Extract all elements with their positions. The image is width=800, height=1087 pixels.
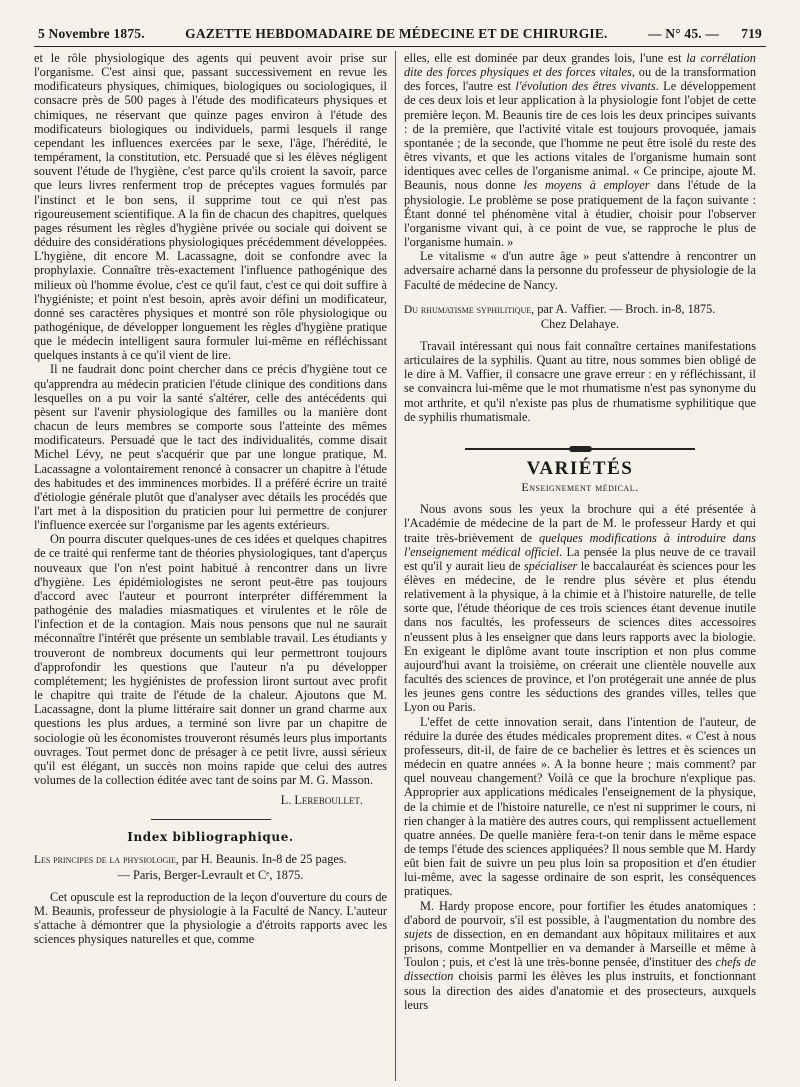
bib-publisher: Chez Delahaye. bbox=[540, 316, 620, 331]
bib-details: par A. Vaffier. — Broch. in-8, 1875. bbox=[534, 301, 716, 316]
paragraph: Il ne faudrait donc point chercher dans ce précis d'hygiène tout ce qu'apprendra au médecin praticien l'étude clinique des conditions dans lesquelles on a pu voir la santé s'altérer, celle des antécédents qui pèsent sur l'avenir physiologique des familles ou la manière dont chacun de leurs membres se comporte sous l'atteinte des mêmes modificateurs. Persuadé que le tact des individualités, comme disait Michel Lévy, ne peut s'acquérir que par une longue pratique, M. Lacassagne a volontairement renoncé à consacrer un chapitre à l'étude des habitudes et des imminences morbides. Il a préféré écrire un traité d'étiologie générale plutôt que d'analyser avec détails les procédés que l'art met à la disposition du praticien pour lui permettre de conjurer l'influence exercée sur l'organisme par les agents extérieurs. bbox=[34, 362, 387, 533]
header-title: GAZETTE HEBDOMADAIRE DE MÉDECINE ET DE CHIRURGIE. bbox=[185, 26, 608, 41]
emphasis: sujets bbox=[404, 926, 433, 941]
text-run: choisis parmi les élèves les plus instruits, et fonctionnant sous la direction des aides d'anatomie et des prosecteurs, auxquels leurs bbox=[404, 969, 756, 1012]
emphasis: chefs de dissection bbox=[404, 955, 756, 984]
header-date: 5 Novembre 1875. bbox=[38, 26, 145, 41]
bib-publisher: — Paris, Berger-Levrault et Cᵉ, 1875. bbox=[117, 867, 304, 882]
text-run: M. Hardy propose encore, pour fortifier les études anatomiques : d'abord de pourvoir, s'il est possible, à l'augmentation du nombre des bbox=[404, 898, 756, 927]
right-column bbox=[395, 51, 756, 1081]
text-run: de dissection, en en demandant aux hôpitaux militaires et aux prisons, comme Montpellier en va demander à Marseille et même à Toulon ; puis, et c'est là une très-bonne pensée, d'instituer des bbox=[404, 926, 756, 970]
text-run: , ou de la transformation des forces, l'autre est bbox=[404, 65, 756, 94]
text-run: . Le développement de ces deux lois et leur application à la physiologie font l'objet de cette première leçon. M. Beaunis tire de ces lois les deux principes suivants : de la première, que l'activité vitale est toujours provoquée, jamais spontanée ; de la seconde, que l'homme ne peut être isolé du reste des êtres vivants, et que les actions vitales de l'organisme humain sont identiques avec celles de l'organisme animal. « Ce principe, ajoute M. Beaunis, nous donne bbox=[404, 79, 757, 193]
bibliographic-reference bbox=[34, 852, 387, 881]
paragraph: L'effet de cette innovation serait, dans l'intention de l'auteur, de réduire la durée des études médicales proprement dites. « C'est à nous professeurs, dit-il, de faire de ce bachelier ès lettres et ès sciences un médecin en quatre années ». A la bonne heure ; mais comment? par quel nouveau changement? Voilà ce que la brochure n'explique pas. Approprier aux applications médicales l'enseignement de la physique, de la chimie et de l'histoire naturelle, ce n'est ni supprimer le cours, ni rien changer à la matière des autres cours, qui remplissent actuellement quatre années. De quelle manière fera-t-on tenir dans le même espace de temps l'étude des sciences appliquées? Il nous semble que M. Hardy eût bien fait de suivre un peu plus loin sa proposition et d'en étudier lui-même, avec la sagesse ordinaire de son esprit, les conséquences pratiques. bbox=[404, 714, 756, 899]
bib-details: par H. Beaunis. In-8 de 25 pages. bbox=[178, 852, 347, 867]
issue-number: — N° 45. — bbox=[647, 26, 720, 41]
emphasis: quelques modifications à introduire dans l'enseignement médical officiel bbox=[404, 530, 756, 559]
emphasis: spécialiser bbox=[523, 558, 578, 573]
emphasis: les moyens à employer bbox=[523, 178, 650, 193]
paragraph bbox=[404, 51, 756, 249]
paragraph: On pourra discuter quelques-unes de ces idées et quelques chapitres de ce traité qui renferme tant de théories physiologiques, tant d'aperçus nouveaux que l'on n'est point habitué à rencontrer dans un livre d'hygiène. Les épidémiologistes ne seront peut-être pas toujours d'accord avec l'auteur et pourront interpréter différemment la pathogénie des maladies miasmatiques et virulentes et le rôle de l'infection et de la contagion. Mais nous pensons que nul ne saurait méconnaître l'intérêt que présente un semblable travail. Les étudiants y trouveront de nombreux documents qui leur permettront toujours d'approfondir les questions que l'auteur n'a pu développer complétement; les hygiénistes de profession liront surtout avec profit le chapitre qui traite de l'étude de la chaleur. Ajoutons que M. Lacassagne, dont la plume littéraire sait donner un grand charme aux questions les plus ardues, a terminé son livre par un chapitre de sociologie où les économistes trouveront résumés leurs plus importants ouvrages. Tout permet donc de présager à ce petit livre, aussi sérieux qu'il est élégant, un succès non moins rapide que celui des autres volumes de la collection éditée avec tant de soins par M. G. Masson. bbox=[34, 532, 387, 787]
divider bbox=[151, 819, 271, 820]
page-header bbox=[34, 26, 766, 47]
text-run: dans l'étude de la physiologie. Le problème se pose pratiquement de la façon suivante : Étant donné tel phénomène vital à étudier, choisir pour l'observer l'organisme vivant qui, à ce point de vue, se rapproche le plus de l'organisme humain. » bbox=[404, 178, 756, 250]
index-title: Index bibliographique. bbox=[127, 830, 294, 845]
header-right bbox=[648, 26, 762, 42]
paragraph: et le rôle physiologique des agents qui peuvent avoir prise sur l'organisme. C'est ainsi que, passant successivement en revue les modificateurs physiques, chimiques, biologiques ou sociologiques, il consacre près de 500 pages à l'étude des modificateurs physiques et chimiques, ne réservant que quinze pages environ à l'étude des modificateurs biologiques ou individuels, parmi lesquels il range cependant les influences exercées par le sexe, l'âge, l'hérédité, le tempérament, la constitution, etc. Persuadé que si les élèves négligent souvent l'étude de l'hygiène, c'est parce qu'ils croient la savoir, parce que leurs livres renferment trop de préceptes vagues formulés par l'instinct et le bon sens, il supprime tout ce qui n'est pas rigoureusement scientifique. A la fin de chacun des chapitres, quelques pages résument les règles d'hygiène privée ou sociale qui doivent se déduire des considérations physiologiques précédemment développées. L'hygiène, dit encore M. Lacassagne, doit se confondre avec la prophylaxie. Connaître très-exactement l'influence pathogénique des milieux où l'homme évolue, c'est ce qu'il faut, c'est ce qui doit suffire à l'hygiéniste; et point n'est besoin, après avoir défini un modificateur, donné ses caractères physiques et montré son rôle physiologique ou pathogénique, de développer longuement les règles d'hygiène pratique que le médecin intelligent saura formuler lui-même en réfléchissant quelques instants à ce qu'il vient de lire. bbox=[34, 51, 387, 363]
paragraph bbox=[404, 899, 756, 1012]
left-column bbox=[34, 51, 395, 1081]
paragraph: Cet opuscule est la reproduction de la leçon d'ouverture du cours de M. Beaunis, professeur de physiologie à la Faculté de Nancy. L'auteur s'attache à démontrer que la physiologie a d'étroits rapports avec les sciences physiques naturelles et que, comme bbox=[34, 889, 387, 947]
bib-title: Les principes de la physiologie, bbox=[34, 854, 179, 867]
bibliographic-reference bbox=[404, 302, 756, 331]
paragraph: Travail intéressant qui nous fait connaître certaines manifestations articulaires de la syphilis. Quant au titre, nous sommes bien obligé de le dire à M. Vaffier, il consacre une grave erreur : en y réfléchissant, il se convaincra lui-même que le mot rhumatisme n'est pas synonyme du mot arthrite, et qu'il n'existe pas plus de rhumatisme syphilitique que de syphilis rhumatismale. bbox=[404, 338, 756, 424]
bib-title: Du rhumatisme syphilitique, bbox=[404, 303, 535, 316]
text-run: . La pensée la plus neuve de ce travail est qu'il y aurait lieu de bbox=[404, 544, 756, 573]
section-title: VARIÉTÉS bbox=[526, 457, 634, 479]
paragraph bbox=[404, 502, 756, 714]
text-run: Nous avons sous les yeux la brochure qui a été présentée à l'Académie de médecine de la part de M. le professeur Hardy et qui traite très-brièvement de bbox=[404, 502, 756, 545]
emphasis: l'évolution des êtres vivants bbox=[515, 79, 656, 94]
text-columns bbox=[34, 51, 766, 1081]
author-signature: L. Lereboullet. bbox=[280, 793, 363, 808]
ornamental-divider bbox=[404, 448, 756, 450]
page-number: 719 bbox=[741, 26, 762, 41]
text-run: le baccalauréat ès sciences pour les élèves en médecine, de le rendre plus sévère et plus étendu relativement à la physique, à la chimie et à l'histoire naturelle, de telle sorte que, l'étude théorique de ces trois sciences étant devenue inutile dans nos facultés, les professeurs de sciences dites accessoires n'eussent plus à les enseigner que dans leurs rapports avec la biologie. En exigeant le diplôme avant toute inscription et non plus comme aujourd'hui avant la troisième, on créerait une clientèle nouvelle aux facultés des sciences de province, et l'on protégerait une année de plus les jeunes gens contre les séductions des grandes villes, telles que Lyon ou Paris. bbox=[404, 558, 756, 715]
text-run: elles, elle est dominée par deux grandes lois, l'une est bbox=[404, 51, 687, 65]
section-subtitle: Enseignement médical. bbox=[521, 480, 639, 495]
paragraph: Le vitalisme « d'un autre âge » peut s'attendre à rencontrer un adversaire acharné dans la personne du professeur de physiologie de la Faculté de médecine de Nancy. bbox=[404, 249, 756, 292]
emphasis: la corrélation dite des forces physiques et des forces vitales bbox=[404, 51, 756, 80]
